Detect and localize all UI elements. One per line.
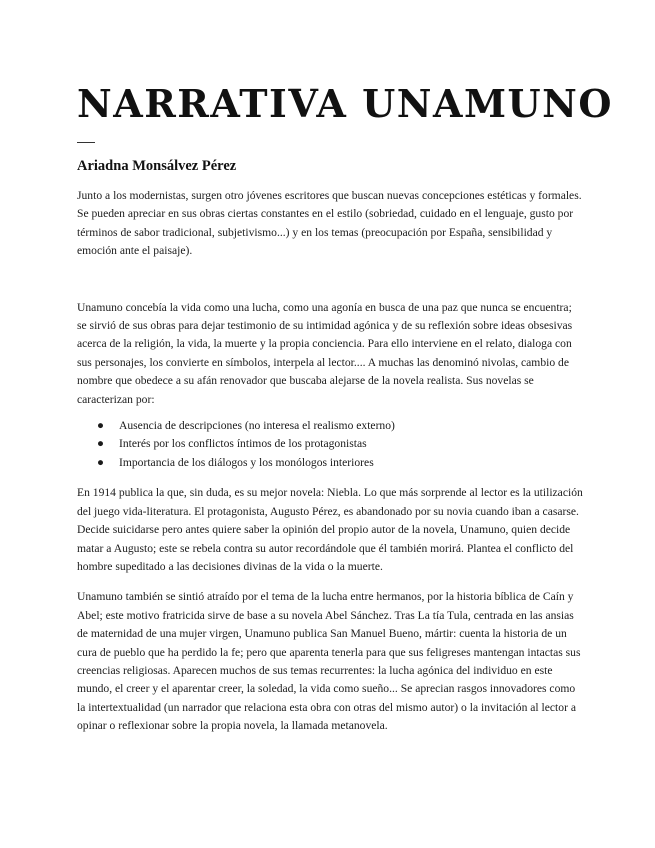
paragraph-abel-sanchez: Unamuno también se sintió atraído por el tema de la lucha entre hermanos, por la historia bíblica de Caín y Abel; este motivo fratricida sirve de base a su novela Abel Sánchez. Tras La tía Tula, centrada en las ansias de maternidad de una mujer virgen, Unamuno publica San Manuel Bueno, mártir: cuenta la historia de un cura de pueblo que ha perdido la fe; pero que aparenta tenerla para que sus feligreses mantengan intactas sus creencias religiosas. Aparecen muchos de sus temas recurrentes: la lucha agónica del individuo en este mundo, el creer y el aparentar creer, la soledad, la vida como sueño... Se aprecian rasgos innovadores como la intertextualidad (un narrador que relaciona esta obra con otras del mismo autor) o la invitación al lector a opinar o reflexionar sobre la propia novela, la llamada metanovela. <box>77 590 581 733</box>
paragraph-niebla: En 1914 publica la que, sin duda, es su mejor novela: Niebla. Lo que más sorprende al lector es la utilización del juego vida-literatura. El protagonista, Augusto Pérez, es abandonado por su novia cuando iban a casarse. Decide suicidarse pero antes quiere saber la opinión del propio autor de la novela, Unamuno, quien decide matar a Augusto; este se rebela contra su autor recordándole que él también morirá. Plantea el conflicto del hombre supeditado a las decisiones divinas de la vida o la muerte. <box>77 486 583 573</box>
bullet-icon: ● <box>97 419 105 433</box>
list-item-text: Interés por los conflictos íntimos de los protagonistas <box>119 437 367 451</box>
document-title: NARRATIVA UNAMUNO <box>77 81 613 126</box>
characteristics-list <box>77 417 583 472</box>
list-item-text: Ausencia de descripciones (no interesa el realismo externo) <box>119 419 395 433</box>
document-page <box>77 81 613 736</box>
list-item <box>77 435 583 453</box>
title-divider <box>77 142 95 143</box>
list-item <box>77 417 583 435</box>
paragraph-vida-lucha: Unamuno concebía la vida como una lucha, como una agonía en busca de una paz que nunca se encuentra; se sirvió de sus obras para dejar testimonio de su intimidad agónica y de su reflexión sobre ideas obsesivas acerca de la religión, la vida, la muerte y la propia conciencia. Para ello interviene en el relato, dialoga con sus personajes, los convierte en símbolos, interpela al lector.... A muchas las denominó nivolas, cambio de nombre que obedece a su afán renovador que buscaba alejarse de la novela realista. Sus novelas se caracterizan por: <box>77 300 573 406</box>
bullet-icon: ● <box>97 455 105 469</box>
list-item <box>77 454 583 472</box>
paragraph-intro: Junto a los modernistas, surgen otro jóvenes escritores que buscan nuevas concepciones estéticas y formales. Se pueden apreciar en sus obras ciertas constantes en el estilo (sobriedad, cuidado en el lenguaje, gusto por términos de sabor tradicional, subjetivismo...) y en los temas (preocupación por España, sensibilidad y emoción ante el paisaje). <box>77 189 582 258</box>
bullet-icon: ● <box>97 437 105 451</box>
list-item-text: Importancia de los diálogos y los monólogos interiores <box>119 455 374 469</box>
author-name: Ariadna Monsálvez Pérez <box>77 158 237 174</box>
